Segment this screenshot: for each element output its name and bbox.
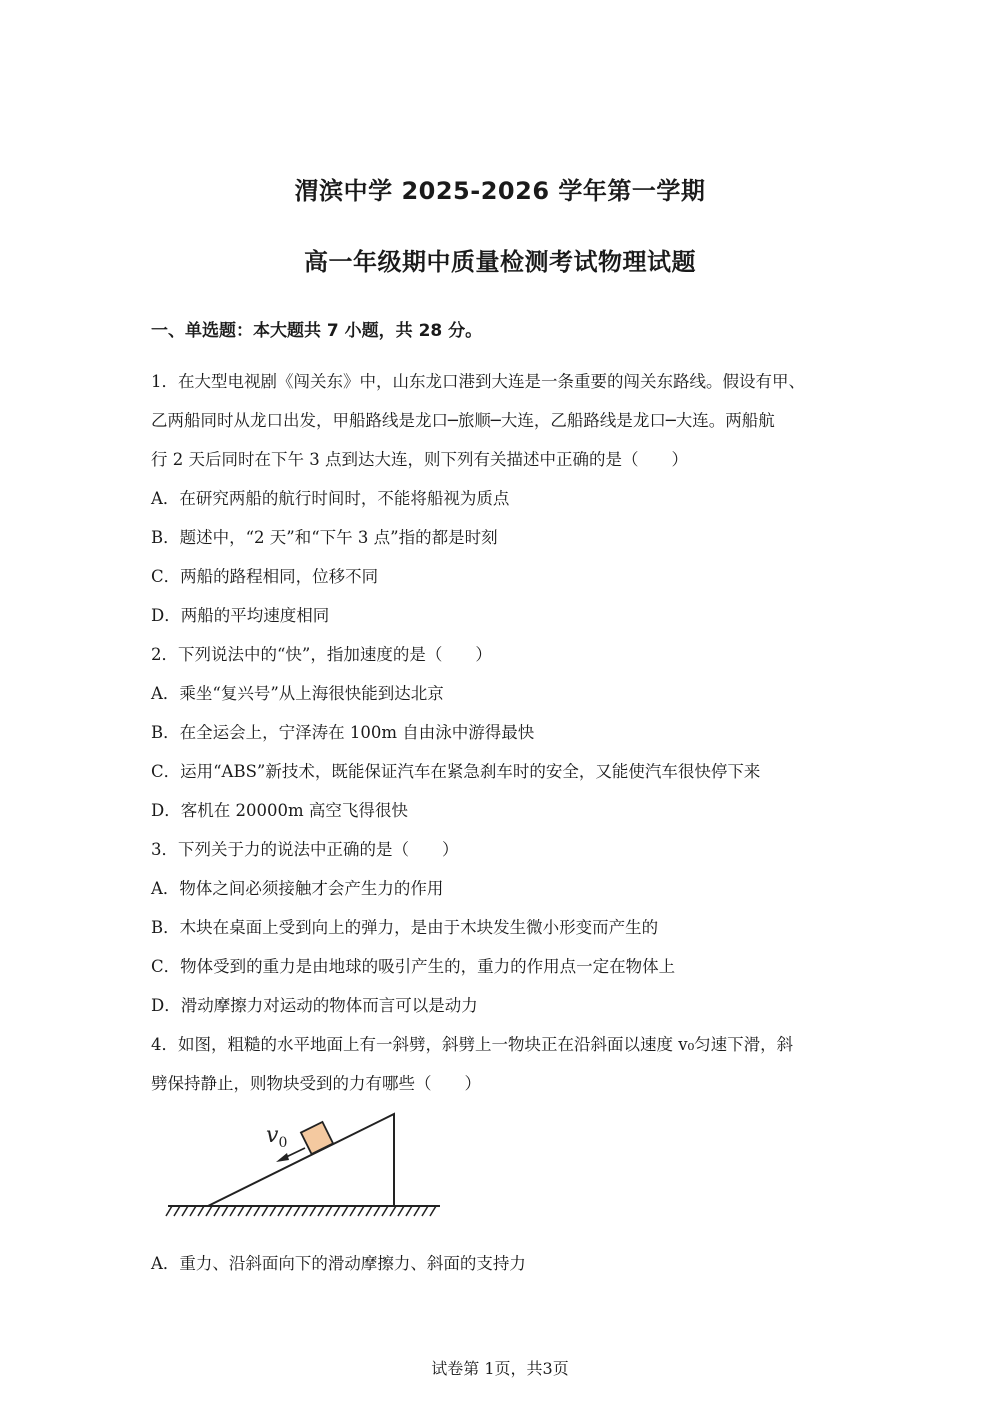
q1-option-a: A．在研究两船的航行时间时，不能将船视为质点 (151, 489, 510, 508)
q2-option-a: A．乘坐“复兴号”从上海很快能到达北京 (151, 684, 444, 703)
q3-stem-line: 3．下列关于力的说法中正确的是（ ） (151, 840, 459, 859)
page-footer: 试卷第 1页，共3页 (431, 1359, 569, 1378)
velocity-label: $v_0$ (266, 1123, 288, 1151)
velocity-arrowhead (276, 1153, 289, 1162)
q3-option-a: A．物体之间必须接触才会产生力的作用 (151, 879, 444, 898)
section-heading: 一、单选题：本大题共 7 小题，共 28 分。 (151, 321, 483, 341)
q1-stem-line: 行 2 天后同时在下午 3 点到达大连，则下列有关描述中正确的是（ ） (151, 450, 688, 469)
exam-title-line2: 高一年级期中质量检测考试物理试题 (304, 248, 696, 276)
q1-option-b: B．题述中，“2 天”和“下午 3 点”指的都是时刻 (151, 528, 498, 547)
q4-stem-line: 4．如图，粗糙的水平地面上有一斜劈，斜劈上一物块正在沿斜面以速度 v₀匀速下滑，斜 (151, 1035, 794, 1054)
q2-option-c: C．运用“ABS”新技术，既能保证汽车在紧急刹车时的安全，又能使汽车很快停下来 (151, 762, 761, 781)
q3-option-d: D．滑动摩擦力对运动的物体而言可以是动力 (151, 996, 478, 1015)
sliding-block (301, 1122, 333, 1154)
q1-option-c: C．两船的路程相同，位移不同 (151, 567, 379, 586)
ground-hatching (166, 1206, 440, 1216)
q2-option-b: B．在全运会上，宁泽涛在 100m 自由泳中游得最快 (151, 723, 535, 742)
velocity-label-subscript: 0 (278, 1135, 288, 1151)
exam-title-line1: 渭滨中学 2025-2026 学年第一学期 (294, 177, 706, 205)
q1-stem-line: 乙两船同时从龙口出发，甲船路线是龙口─旅顺─大连，乙船路线是龙口─大连。两船航 (151, 411, 775, 430)
q2-stem-line: 2．下列说法中的“快”，指加速度的是（ ） (151, 645, 492, 664)
incline-wedge (208, 1114, 394, 1206)
incline-block-figure (160, 1110, 450, 1225)
q1-stem-line: 1．在大型电视剧《闯关东》中，山东龙口港到大连是一条重要的闯关东路线。假设有甲、 (151, 372, 805, 391)
q2-option-d: D．客机在 20000m 高空飞得很快 (151, 801, 408, 820)
q3-option-c: C．物体受到的重力是由地球的吸引产生的，重力的作用点一定在物体上 (151, 957, 676, 976)
q4-stem-line: 劈保持静止，则物块受到的力有哪些（ ） (151, 1074, 481, 1093)
q4-option-a: A．重力、沿斜面向下的滑动摩擦力、斜面的支持力 (151, 1254, 526, 1273)
q3-option-b: B．木块在桌面上受到向上的弹力，是由于木块发生微小形变而产生的 (151, 918, 659, 937)
q1-option-d: D．两船的平均速度相同 (151, 606, 330, 625)
